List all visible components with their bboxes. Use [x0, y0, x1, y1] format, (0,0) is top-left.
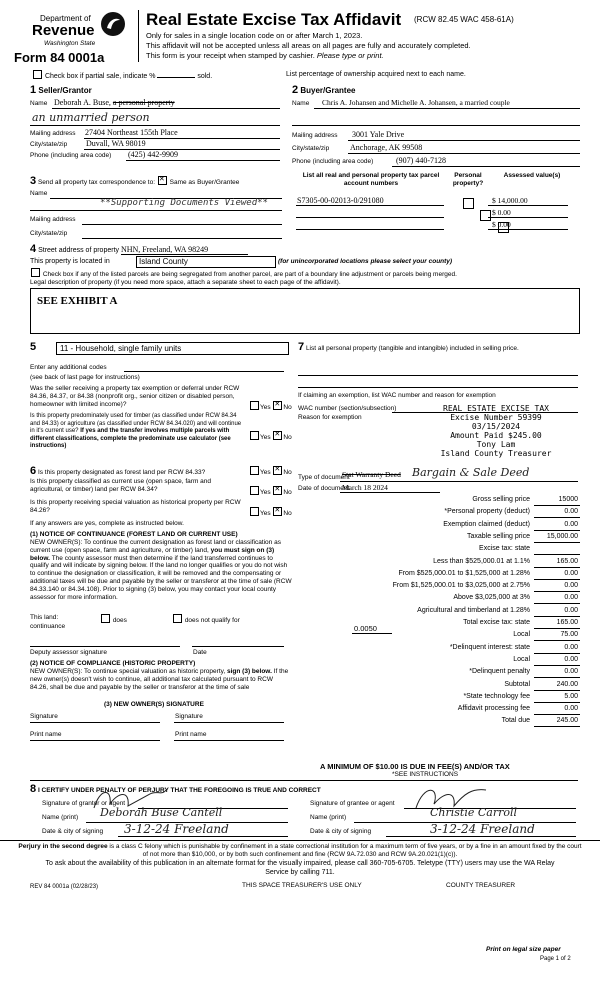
tax-row-underline [534, 542, 580, 543]
deputy-signature-label: Deputy assessor signature [30, 649, 107, 656]
personal-property-header: Personal property? [452, 172, 484, 187]
tax-row-label: Taxable selling price [466, 532, 530, 540]
tax-row-label: Local [513, 631, 530, 639]
current-use-question: Is this property classified as current use (open space, farm and agricultural, or timber) land per RCW 84.34? [30, 478, 212, 493]
doc-type-handwritten: Bargain & Sale Deed [412, 466, 530, 479]
timber-no-checkbox[interactable] [273, 431, 282, 440]
tax-row-value[interactable]: 0.00 [564, 705, 578, 713]
tax-row-label: Total excise tax: state [463, 619, 530, 626]
segregated-checkbox[interactable] [31, 268, 40, 277]
timber-yes-no: Yes ✕ No [249, 431, 292, 441]
buyer-heading: 2 Buyer/Grantee [292, 84, 356, 96]
partial-sale-label: Check box if partial sale, indicate % [44, 73, 156, 80]
availability-notice: To ask about the availability of this publication in an alternate format for the visually impaired, please call 360-705-6705. Teletype (TTY) users may use the WA Relay Service by calling 711. [45, 860, 555, 876]
grantor-name-handwritten: Deborah Buse Cantell [100, 806, 223, 819]
tax-row-underline [534, 653, 580, 654]
exemption-wac-label: If claiming an exemption, list WAC number and reason for exemption [298, 392, 496, 399]
historic-yes-no: Yes ✕ No [249, 507, 292, 517]
notice-1: Only for sales in a single location code on or after March 1, 2023. [146, 31, 363, 40]
stamp-line-2: Excise Number 59399 [450, 413, 542, 422]
reason-label: Reason for exemption [298, 414, 362, 421]
assessed-value-1[interactable]: $ 14,000.00 [492, 196, 528, 205]
tax-row-underline [534, 677, 580, 678]
notice-3: This form is your receipt when stamped by cashier. Please type or print. [146, 51, 384, 60]
tax-row-label: Agricultural and timberland at 1.28% [417, 606, 530, 614]
rcw-reference: (RCW 82.45 WAC 458-61A) [414, 15, 514, 24]
tax-row-underline [534, 702, 580, 703]
buyer-name-value[interactable]: Chris A. Johansen and Michelle A. Johansen, a married couple [322, 98, 510, 107]
tax-row-value[interactable]: 0.00 [564, 520, 578, 528]
wac-number-label: WAC number (section/subsection) [298, 405, 397, 412]
county-note: (for unincorporated locations please select your county) [278, 258, 453, 265]
tax-row-underline [534, 603, 580, 604]
grantee-signature-icon [410, 784, 490, 812]
assessed-value-2[interactable]: $ 0.00 [492, 208, 511, 217]
assessed-value-header: Assessed value(s) [503, 172, 561, 179]
partial-sale-row [32, 70, 212, 80]
buyer-name-label: Name [292, 100, 310, 107]
tax-row-label: From $1,525,000.01 to $3,025,000 at 2.75% [392, 582, 530, 590]
tax-row-underline [534, 628, 580, 629]
tax-row-value[interactable]: 165.00 [556, 619, 578, 626]
notice-2: This affidavit will not be accepted unless all areas on all pages are fully and accurately completed. [146, 41, 471, 50]
does-checkbox[interactable] [101, 614, 110, 623]
tax-row-value[interactable]: 0.00 [564, 569, 578, 577]
tax-table [300, 496, 580, 756]
treasurer-use-label: THIS SPACE TREASURER'S USE ONLY [242, 882, 362, 889]
does-not-option: does not qualify for [172, 614, 240, 624]
perjury-notice: Perjury in the second degree is a class C felony which is punishable by confinement in a state correctional institution for a maximum term of five years, or by a fine in an amount fixed by the court of not more than $10,000, or by both such confinement and fine (RCW 9A.72.030 and RCW 9A.20.021(1)(c)). [18, 843, 582, 858]
grantor-signature-label: Signature of grantor or agent [42, 800, 126, 807]
tax-row-label: *State technology fee [463, 692, 530, 700]
tax-row-label: Above $3,025,000 at 3% [453, 594, 530, 602]
seller-heading: 1 Seller/Grantor [30, 84, 92, 96]
timber-yes-checkbox[interactable] [250, 431, 259, 440]
stamp-line-4: Amount Paid $245.00 [450, 431, 542, 440]
tax-row-label: Gross selling price [472, 496, 530, 503]
tax-row-value[interactable]: 165.00 [556, 557, 578, 565]
tax-row-underline [534, 714, 580, 715]
legal-paper-note: Print on legal size paper [486, 946, 561, 953]
tax-row-value[interactable]: 0.00 [564, 594, 578, 602]
same-as-buyer-checkbox[interactable] [158, 176, 167, 185]
does-not-checkbox[interactable] [173, 614, 182, 623]
owner-signature-label-1: Signature [30, 713, 58, 720]
revision-number: REV 84 0001a (02/28/23) [30, 884, 99, 890]
seller-name-value: Deborah A. Buse, a personal property [54, 98, 175, 107]
see-instructions: *SEE INSTRUCTIONS [392, 771, 459, 778]
tax-row-label: *Delinquent penalty [469, 668, 530, 676]
tax-row-label: Exemption claimed (deduct) [443, 520, 530, 528]
located-in-label: This property is located in [30, 258, 110, 265]
forest-yes-checkbox[interactable] [250, 466, 259, 475]
certify-heading: 8 I CERTIFY UNDER PENALTY OF PERJURY THAT THE FOREGOING IS TRUE AND CORRECT [30, 783, 321, 795]
grantee-date-handwritten: 3-12-24 Freeland [430, 822, 535, 836]
owner-print-name-label-1: Print name [30, 731, 62, 738]
stamp-line-1: REAL ESTATE EXCISE TAX [443, 404, 549, 413]
county-select[interactable]: Island County [136, 256, 276, 268]
buyer-mailing-value[interactable]: 3001 Yale Drive [352, 130, 405, 139]
buyer-mailing-label: Mailing address [292, 132, 338, 139]
seller-mailing-label: Mailing address [30, 130, 76, 137]
grantor-date-handwritten: 3-12-24 Freeland [124, 822, 229, 836]
legal-description-label: Legal description of property (if you need more space, attach a separate sheet to each page of the affidavit). [30, 279, 341, 286]
legal-description-box[interactable] [30, 288, 580, 334]
doc-date-value[interactable]: March 18 2024 [342, 483, 388, 492]
tax-row-value[interactable]: 240.00 [556, 680, 578, 688]
see-back-note: (see back of last page for instructions) [30, 374, 140, 381]
doc-type-label: Type of document [298, 474, 350, 481]
seller-name-label: Name [30, 100, 48, 107]
current-use-yes-checkbox[interactable] [250, 486, 259, 495]
header-divider [138, 10, 139, 62]
timber-question: Is this property predominately used for timber (as classified under RCW 84.34 and 84.33) or agriculture (as classified under RCW 84.34.020) and will continue in it's current use? If yes and the transfer involves multiple parcels with different classifications, complete the predominate use calculator (see instructions) [30, 413, 242, 449]
supporting-documents-note: **Supporting Documents Viewed** [100, 198, 268, 208]
local-rate[interactable]: 0.0050 [354, 624, 377, 633]
grantee-name-label: Name (print) [310, 814, 347, 821]
tax-row-underline [534, 579, 580, 580]
compliance-body: NEW OWNER(S): To continue special valuation as historic property, sign (3) below. If the new owner(s) doesn't wish to continue, all additional tax calculated pursuant to RCW 84.26, shall be due and payable by the seller or transferor at the time of sale [30, 668, 289, 691]
tax-row-label: Less than $525,000.01 at 1.1% [433, 557, 530, 565]
parcels-header: List all real and personal property tax parcel account numbers [302, 172, 440, 187]
buyer-city-value[interactable]: Anchorage, AK 99508 [350, 143, 423, 152]
tax-row-label: Subtotal [504, 680, 530, 688]
form-number: Form 84 0001a [14, 50, 105, 65]
exemption-no-checkbox[interactable] [273, 401, 282, 410]
tax-row-underline [534, 665, 580, 666]
treasurer-stamp [408, 404, 584, 458]
page-number: Page 1 of 2 [540, 956, 571, 962]
doc-date-label: Date of document [298, 485, 350, 492]
tax-row-value[interactable]: 0.00 [564, 643, 578, 651]
tax-row-value[interactable]: 15,000.00 [546, 532, 578, 540]
tax-row-value[interactable]: 15000 [558, 496, 578, 503]
grantor-name-label: Name (print) [42, 814, 79, 821]
seller-mailing-value[interactable]: 27404 Northeast 155th Place [85, 128, 178, 137]
continuance-heading: (1) NOTICE OF CONTINUANCE (FOREST LAND OR CURRENT USE) [30, 531, 238, 538]
tax-row-label: *Delinquent interest: state [449, 643, 530, 651]
buyer-phone-label: Phone (including area code) [292, 158, 374, 165]
tax-row-underline [534, 690, 580, 691]
use-code-select[interactable]: 11 - Household, single family units [56, 342, 289, 355]
doc-type-struck: Stat Warranty Deed [342, 470, 401, 479]
partial-sale-checkbox[interactable] [33, 70, 42, 79]
exemption-yes-checkbox[interactable] [250, 401, 259, 410]
tax-row-value[interactable]: 75.00 [560, 631, 578, 639]
personal-property-list-label: 7 List all personal property (tangible and intangible) included in selling price. [298, 341, 519, 353]
tax-row-value[interactable]: 245.00 [556, 717, 578, 725]
seller-city-label: City/state/zip [30, 141, 68, 148]
grantee-signature-label: Signature of grantee or agent [310, 800, 395, 807]
personal-property-checkbox-2[interactable] [480, 210, 491, 221]
forest-no-checkbox[interactable] [273, 466, 282, 475]
tax-row-underline [534, 554, 580, 555]
historic-question: Is this property receiving special valuation as historical property per RCW 84.26? [30, 499, 241, 514]
tax-row-label: From $525,000.01 to $1,525,000 at 1.28% [398, 569, 530, 577]
assessed-value-3[interactable]: $ 0.00 [492, 220, 511, 229]
continuance-label: continuance [30, 623, 66, 630]
legal-description-value: SEE EXHIBIT A [37, 295, 118, 307]
seller-city-value[interactable]: Duvall, WA 98019 [86, 139, 146, 148]
minimum-due-note: A MINIMUM OF $10.00 IS DUE IN FEE(S) AND/OR TAX [320, 762, 510, 771]
section3-name-label: Name [30, 190, 48, 197]
tax-row-underline [534, 517, 580, 518]
exemption-question: Was the seller receiving a property tax exemption or deferral under RCW 84.36, 84.37, or 84.38 (nonprofit org., senior citizen or disabled person, homeowner with limited income)? [30, 385, 240, 408]
seller-phone-value[interactable]: (425) 442-9909 [128, 150, 178, 159]
tax-row-underline [534, 616, 580, 617]
continuance-body: NEW OWNER(S): To continue the current designation as forest land or classification as current use (open space, farm and agriculture, or timber) land, you must sign on (3) below. The county assessor must then determine if the land transferred continues to qualify and will indicate by signing below. If the land no longer qualifies or you do not wish to continue the designation or classification, it will be removed and the compensating or additional taxes will be due and payable by the seller or transferor at the time of sale (RCW 84.33.140 or 84.34.108). Prior to signing (3) below, you may contact your local county assessor for more information. [30, 539, 292, 601]
tax-row-value[interactable]: 0.00 [564, 582, 578, 590]
tax-row-value[interactable]: 0.00 [564, 508, 578, 516]
dept-line2: Revenue [32, 22, 95, 39]
seller-phone-label: Phone (including area code) [30, 152, 112, 159]
new-owner-signature-heading: (3) NEW OWNER(S) SIGNATURE [104, 701, 204, 708]
street-address-row: 4 Street address of property NHN, Freeland, WA 98249 [30, 243, 248, 255]
dept-line1: Department of [40, 14, 91, 23]
exemption-yes-no: Yes ✕ No [249, 401, 292, 411]
tax-row-value[interactable]: 5.00 [564, 692, 578, 700]
county-treasurer-label: COUNTY TREASURER [446, 882, 516, 889]
tax-row-underline [534, 726, 580, 727]
tax-row-underline [534, 505, 580, 506]
street-address-value[interactable]: NHN, Freeland, WA 98249 [121, 245, 248, 255]
historic-no-checkbox[interactable] [273, 507, 282, 516]
tax-row-label: Excise tax: state [479, 545, 530, 553]
this-land-label: This land: [30, 614, 59, 621]
buyer-phone-value[interactable]: (907) 440-7128 [396, 156, 446, 165]
current-use-yes-no: Yes ✕ No [249, 486, 292, 496]
compliance-heading: (2) NOTICE OF COMPLIANCE (HISTORIC PROPERTY) [30, 660, 196, 667]
grantee-date-label: Date & city of signing [310, 828, 372, 835]
historic-yes-checkbox[interactable] [250, 507, 259, 516]
page-title: Real Estate Excise Tax Affidavit [146, 10, 402, 29]
parcel-number-1[interactable]: S7305-00-02013-0/291080 [297, 196, 384, 205]
grantor-signature-icon [90, 786, 170, 812]
tax-row-label: *Personal property (deduct) [444, 508, 530, 516]
header [0, 0, 600, 70]
section3-mailing-label: Mailing address [30, 216, 76, 223]
stamp-line-3: 03/15/2024 [471, 422, 521, 431]
forest-question: 6 Is this property designated as forest land per RCW 84.33? [30, 465, 206, 477]
tax-row-label: Total due [501, 717, 530, 725]
additional-codes-label: Enter any additional codes [30, 364, 107, 371]
tax-row-underline [534, 591, 580, 592]
current-use-no-checkbox[interactable] [273, 486, 282, 495]
stamp-line-5: Tony Lam [476, 440, 516, 449]
section3-city-label: City/state/zip [30, 230, 68, 237]
ownership-note: List percentage of ownership acquired next to each name. [286, 71, 466, 78]
tax-row-underline [534, 530, 580, 531]
does-option: does [100, 614, 127, 624]
forest-yes-no: Yes ✕ No [249, 466, 292, 476]
tax-row-underline [534, 567, 580, 568]
stamp-line-6: Island County Treasurer [440, 449, 552, 458]
section3-label: 3 Send all property tax correspondence to: ✕ Same as Buyer/Grantee [30, 175, 239, 187]
tax-row-label: Local [513, 655, 530, 663]
tax-row-label: Affidavit processing fee [457, 705, 530, 713]
dept-line3: Washington State [44, 40, 96, 47]
sold-label: sold. [197, 73, 213, 80]
if-yes-note: If any answers are yes, complete as instructed below. [30, 520, 184, 527]
owner-print-name-label-2: Print name [175, 731, 207, 738]
owner-signature-label-2: Signature [175, 713, 203, 720]
segregated-row: Check box if any of the listed parcels are being segregated from another parcel, are part of a boundary line adjustment or parcels being merged. [30, 268, 457, 278]
tax-row-value[interactable]: 0.00 [564, 668, 578, 676]
tax-row-underline [534, 640, 580, 641]
section5-num: 5 [30, 341, 37, 353]
seller-name-handwritten: an unmarried person [32, 111, 150, 124]
deputy-date-label: Date [193, 649, 207, 656]
tax-row-value[interactable]: 0.00 [564, 655, 578, 663]
buyer-city-label: City/state/zip [292, 145, 330, 152]
personal-property-checkbox-1[interactable] [463, 198, 474, 209]
revenue-logo-icon [100, 11, 126, 37]
tax-row-value[interactable]: 0.00 [564, 606, 578, 614]
grantor-date-label: Date & city of signing [42, 828, 104, 835]
grantee-name-handwritten: Christie Carroll [430, 806, 518, 819]
